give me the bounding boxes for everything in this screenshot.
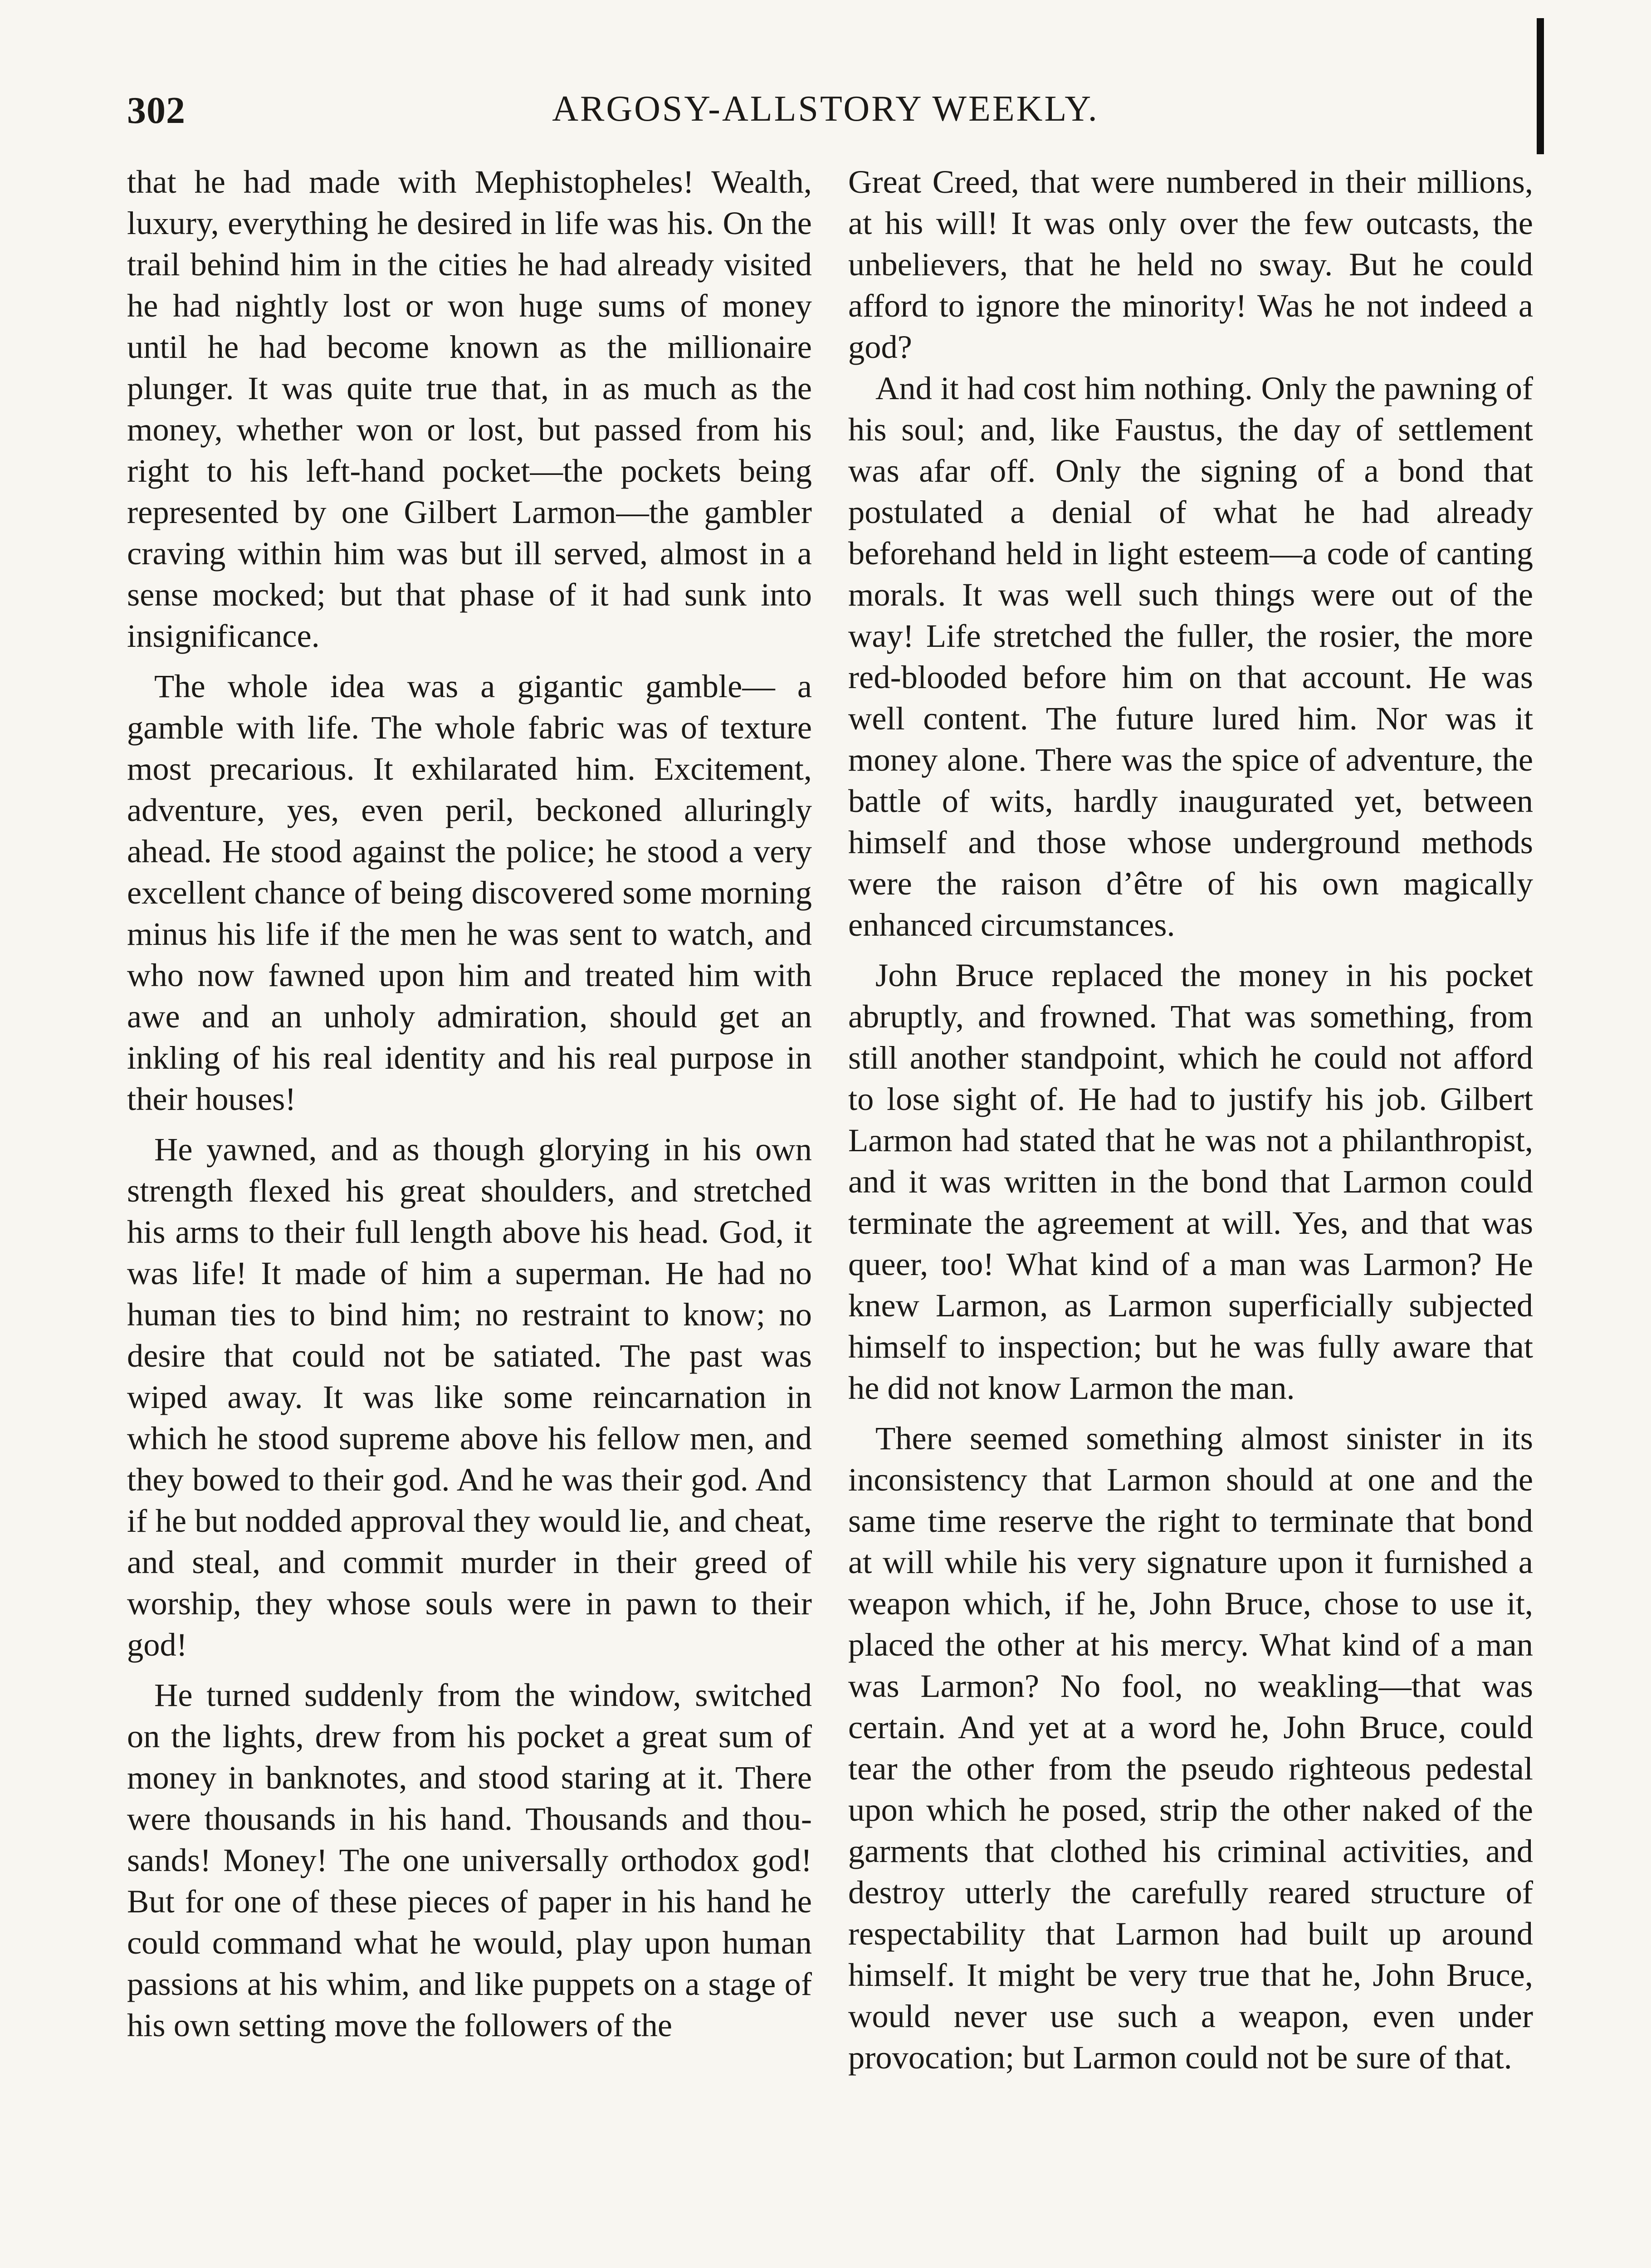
page-number: 302	[127, 89, 186, 132]
page-header	[127, 88, 1524, 147]
paragraph: that he had made with Mephistopheles! Wealth, luxury, everything he desired in life was his. On the trail behind him in the cities he had already visited he had nightly lost or won huge sums of money until he had become known as the millionaire plunger. It was quite true that, in as much as the money, whether won or lost, but passed from his right to his left-hand pocket—the pockets being represented by one Gilbert Larmon—the gambler craving within him was but ill served, almost in a sense mocked; but that phase of it had sunk into insignificance.	[127, 163, 812, 654]
paragraph: He turned suddenly from the window, switched on the lights, drew from his pocket a great sum of money in banknotes, and stood staring at it. There were thousands in his hand. Thousands and thousands! Money! The one universally orthodox god! But for one of these pieces of paper in his hand he could command what he would, play upon human passions at his whim, and like puppets on a stage of his own setting move the followers of the	[127, 1677, 812, 2043]
page-edge-mark	[1537, 18, 1544, 154]
running-title: ARGOSY-ALLSTORY WEEKLY.	[552, 89, 1099, 129]
paragraph: Great Creed, that were numbered in their millions, at his will! It was only over the few outcasts, the unbelievers, that he held no sway. But he could afford to ignore the minority! Was he not indeed a god?	[848, 163, 1533, 365]
paragraph: There seemed something almost sinister in its inconsistency that Larmon should at one and the same time reserve the right to terminate that bond at will while his very signature upon it furnished a weapon which, if he, John Bruce, chose to use it, placed the other at his mercy. What kind of a man was Larmon? No fool, no weakling—that was certain. And yet at a word he, John Bruce, could tear the other from the pseudo righteous pedestal upon which he posed, strip the other naked of the garments that clothed his criminal activities, and destroy utterly the carefully reared structure of respectability that Larmon had built up around himself. It might be very true that he, John Bruce, would never use such a weapon, even under provocation; but Larmon could not be sure of that.	[848, 1420, 1533, 2076]
body-columns	[127, 161, 1533, 2268]
paragraph: John Bruce replaced the money in his pocket abruptly, and frowned. That was something, from still another standpoint, which he could not afford to lose sight of. He had to justify his job. Gilbert Larmon had stated that he was not a philanthropist, and it was written in the bond that Larmon could terminate the agreement at will. Yes, and that was queer, too! What kind of a man was Larmon? He knew Larmon, as Larmon superficially subjected himself to inspection; but he was fully aware that he did not know Larmon the man.	[848, 957, 1533, 1406]
left-column	[127, 161, 812, 2268]
right-column	[848, 161, 1533, 2268]
paragraph: And it had cost him nothing. Only the pawning of his soul; and, like Faustus, the day of settlement was afar off. Only the signing of a bond that postulated a denial of what he had already beforehand held in light esteem—a code of canting morals. It was well such things were out of the way! Life stretched the fuller, the rosier, the more red-blooded before him on that account. He was well content. The future lured him. Nor was it money alone. There was the spice of adventure, the battle of wits, hardly inaugurated yet, between himself and those whose underground methods were the raison d’être of his own magically enhanced circumstances.	[848, 370, 1533, 943]
paragraph: He yawned, and as though glorying in his own strength flexed his great shoulders, and stretched his arms to their full length above his head. God, it was life! It made of him a superman. He had no human ties to bind him; no restraint to know; no desire that could not be satiated. The past was wiped away. It was like some reincarnation in which he stood supreme above his fellow men, and they bowed to their god. And he was their god. And if he but nodded approval they would lie, and cheat, and steal, and commit murder in their greed of worship, they whose souls were in pawn to their god!	[127, 1131, 812, 1663]
paragraph: The whole idea was a gigantic gamble— a gamble with life. The whole fabric was of texture most precarious. It exhilarated him. Excitement, adventure, yes, even peril, beckoned alluringly ahead. He stood against the police; he stood a very excellent chance of being discovered some morning minus his life if the men he was sent to watch, and who now fawned upon him and treated him with awe and an unholy admiration, should get an inkling of his real identity and his real purpose in their houses!	[127, 668, 812, 1117]
